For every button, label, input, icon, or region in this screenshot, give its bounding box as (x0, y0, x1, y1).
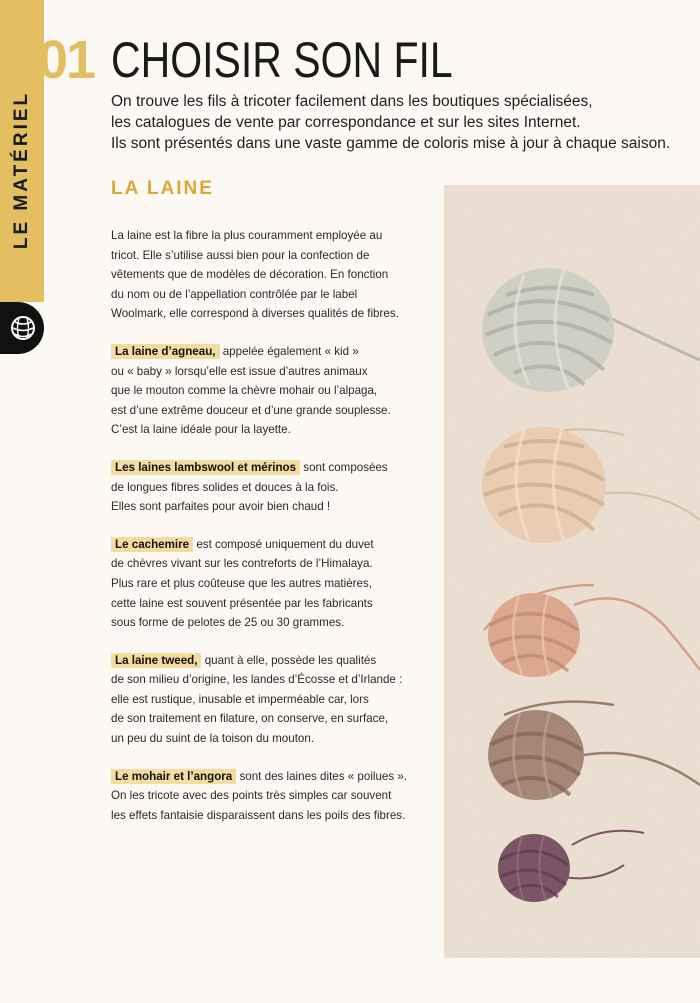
paragraph-line (111, 535, 421, 555)
yarn-balls-illustration (444, 185, 700, 958)
paragraph-line: de son traitement en filature, on conserve, en surface, (111, 712, 389, 726)
yarn-ball-icon (0, 302, 44, 354)
highlight-term: Les laines lambswool et mérinos (111, 460, 300, 475)
paragraph-line: Woolmark, elle correspond à diverses qualités de fibres. (111, 307, 399, 321)
paragraph-line-rest: quant à elle, possède les qualités (201, 653, 377, 667)
intro-line: On trouve les fils à tricoter facilement dans les boutiques spécialisées, (111, 93, 593, 110)
paragraph-line: elle est rustique, inusable et imperméable car, lors (111, 692, 369, 706)
paragraph-line: est d’une extrême douceur et d’une grande souplesse. (111, 403, 391, 417)
paragraph-line: de chèvres vivant sur les contreforts de l’Himalaya. (111, 557, 373, 571)
paragraph-line (111, 651, 421, 671)
paragraph-line: les effets fantaisie disparaissent dans les poils des fibres. (111, 808, 406, 822)
paragraph-line: On les tricote avec des points très simples car souvent (111, 789, 392, 803)
sidebar-label: LE MATÉRIEL (11, 90, 32, 250)
paragraph-line: cette laine est souvent présentée par les fabricants (111, 596, 373, 610)
highlight-term: Le cachemire (111, 537, 193, 552)
paragraph (111, 651, 421, 749)
paragraph-line-rest: est composé uniquement du duvet (193, 537, 374, 551)
highlight-term: Le mohair et l’angora (111, 769, 236, 784)
paragraph-line: de longues fibres solides et douces à la fois. (111, 480, 339, 494)
paragraph-line: un peu du suint de la toison du mouton. (111, 732, 315, 746)
paragraph-line: ou « baby » lorsqu’elle est issue d’autres animaux (111, 364, 368, 378)
paragraph-line: que le mouton comme la chèvre mohair ou l’alpaga, (111, 384, 378, 398)
paragraph-line: de son milieu d’origine, les landes d’Écosse et d’Irlande : (111, 673, 403, 687)
paragraph (111, 535, 421, 633)
highlight-term: La laine tweed, (111, 653, 201, 668)
paragraph-line (111, 458, 421, 478)
intro-text (111, 91, 681, 154)
yarn-photo (444, 185, 700, 958)
paragraph (111, 226, 421, 324)
paragraph-line-rest: appelée également « kid » (219, 344, 359, 358)
paragraph-line (111, 342, 421, 362)
paragraph-line: Elles sont parfaites pour avoir bien chaud ! (111, 500, 331, 514)
chapter-number: 01 (38, 30, 95, 90)
paragraph-line-rest: sont des laines dites « poilues ». (236, 769, 408, 783)
section-body (111, 226, 421, 843)
highlight-term: La laine d’agneau, (111, 344, 220, 359)
paragraph-line: tricot. Elle s’utilise aussi bien pour la confection de (111, 248, 370, 262)
paragraph-line: C’est la laine idéale pour la layette. (111, 423, 291, 437)
paragraph (111, 458, 421, 517)
intro-line: les catalogues de vente par correspondance et sur les sites Internet. (111, 114, 581, 131)
paragraph (111, 342, 421, 440)
paragraph-line-rest: sont composées (300, 460, 388, 474)
paragraph (111, 767, 421, 826)
paragraph-line: vêtements que de modèles de décoration. En fonction (111, 268, 389, 282)
paragraph-line: sous forme de pelotes de 25 ou 30 grammes. (111, 616, 345, 630)
page-title: CHOISIR SON FIL (111, 32, 453, 88)
paragraph-line (111, 767, 421, 787)
intro-line: Ils sont présentés dans une vaste gamme de coloris mise à jour à chaque saison. (111, 135, 671, 152)
paragraph-line: du nom ou de l’appellation contrôlée par le label (111, 287, 358, 301)
paragraph-line: La laine est la fibre la plus couramment employée au (111, 229, 383, 242)
section-title: LA LAINE (111, 178, 214, 199)
paragraph-line: Plus rare et plus coûteuse que les autres matières, (111, 576, 372, 590)
